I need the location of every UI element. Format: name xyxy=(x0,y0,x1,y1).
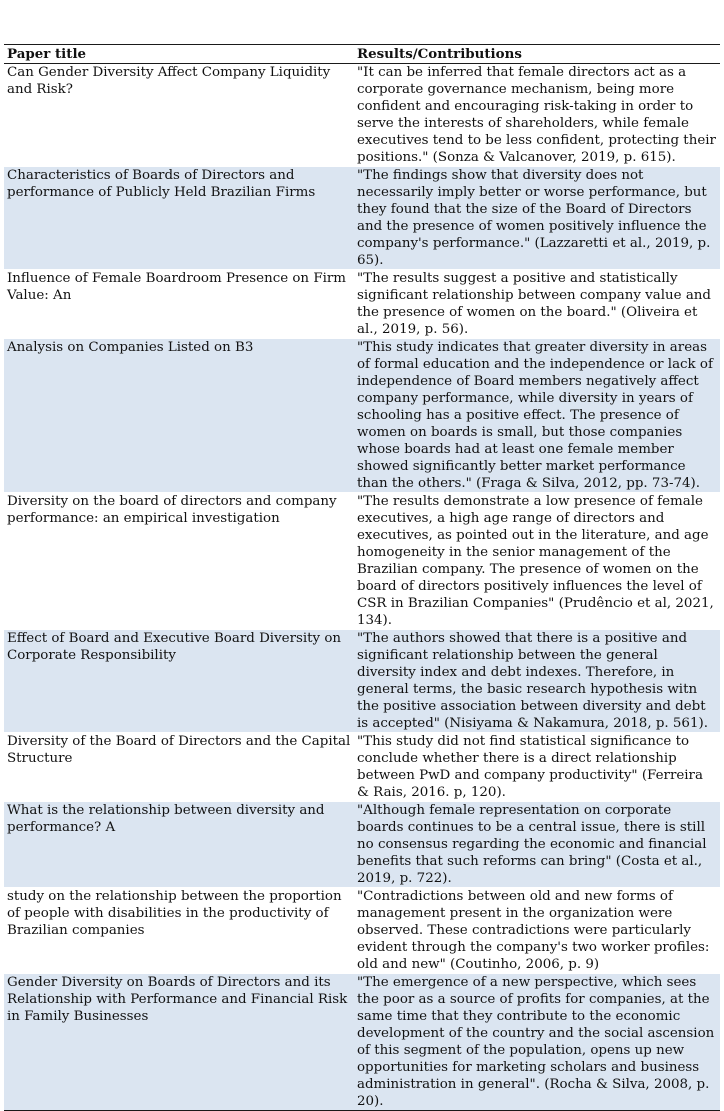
paper-title-cell: What is the relationship between diversity and performance? A xyxy=(4,802,354,888)
paper-title-cell: Influence of Female Boardroom Presence on Firm Value: An xyxy=(4,270,354,339)
table-row xyxy=(4,733,720,802)
paper-title-cell: Gender Diversity on Boards of Directors and its Relationship with Performance and Financial Risk in Family Businesses xyxy=(4,974,354,1111)
paper-title-cell: Effect of Board and Executive Board Diversity on Corporate Responsibility xyxy=(4,630,354,733)
paper-title-cell: Diversity on the board of directors and company performance: an empirical investigation xyxy=(4,493,354,630)
paper-title-cell: Characteristics of Boards of Directors and performance of Publicly Held Brazilian Firms xyxy=(4,167,354,270)
table-header-row xyxy=(4,45,720,64)
result-cell: "This study did not find statistical significance to conclude whether there is a direct relationship between PwD and company productivity" (Ferreira & Rais, 2016. p, 120). xyxy=(354,733,720,802)
table-row xyxy=(4,270,720,339)
paper-title-cell: Can Gender Diversity Affect Company Liquidity and Risk? xyxy=(4,64,354,167)
header-results-contributions: Results/Contributions xyxy=(354,45,720,64)
result-cell: "Contradictions between old and new forms of management present in the organization were observed. These contradictions were particularly evident through the company's two worker profiles: old and new" (Coutinho, 2006, p. 9) xyxy=(354,888,720,974)
header-paper-title: Paper title xyxy=(4,45,354,64)
result-cell: "The findings show that diversity does not necessarily imply better or worse performance, but they found that the size of the Board of Directors and the presence of women positively influence the company's performance." (Lazzaretti et al., 2019, p. 65). xyxy=(354,167,720,270)
result-cell: "The results demonstrate a low presence of female executives, a high age range of directors and executives, as pointed out in the literature, and age homogeneity in the senior management of the Brazilian company. The presence of women on the board of directors positively influences the level of CSR in Brazilian Companies" (Prudêncio et al, 2021, 134). xyxy=(354,493,720,630)
table-row xyxy=(4,493,720,630)
table-row xyxy=(4,64,720,167)
result-cell: "This study indicates that greater diversity in areas of formal education and the independence or lack of independence of Board members negatively affect company performance, while diversity in years of schooling has a positive effect. The presence of women on boards is small, but those companies whose boards had at least one female member showed significantly better market performance than the others." (Fraga & Silva, 2012, pp. 73-74). xyxy=(354,339,720,493)
result-cell: "The authors showed that there is a positive and significant relationship between the general diversity index and debt indexes. Therefore, in general terms, the basic research hypothesis witn the positive association between diversity and debt is accepted" (Nisiyama & Nakamura, 2018, p. 561). xyxy=(354,630,720,733)
paper-title-cell: Analysis on Companies Listed on B3 xyxy=(4,339,354,493)
table-row xyxy=(4,802,720,888)
result-cell: "It can be inferred that female directors act as a corporate governance mechanism, being more confident and encouraging risk-taking in order to serve the interests of shareholders, while female executives tend to be less confident, protecting their positions." (Sonza & Valcanover, 2019, p. 615). xyxy=(354,64,720,167)
table-row xyxy=(4,888,720,974)
result-cell: "The emergence of a new perspective, which sees the poor as a source of profits for companies, at the same time that they contribute to the economic development of the country and the social ascension of this segment of the population, opens up new opportunities for marketing scholars and business administration in general". (Rocha & Silva, 2008, p. 20). xyxy=(354,974,720,1111)
result-cell: "Although female representation on corporate boards continues to be a central issue, there is still no consensus regarding the economic and financial benefits that such reforms can bring" (Costa et al., 2019, p. 722). xyxy=(354,802,720,888)
paper-title-cell: Diversity of the Board of Directors and the Capital Structure xyxy=(4,733,354,802)
result-cell: "The results suggest a positive and statistically significant relationship between company value and the presence of women on the board." (Oliveira et al., 2019, p. 56). xyxy=(354,270,720,339)
table-row xyxy=(4,167,720,270)
paper-title-cell: study on the relationship between the proportion of people with disabilities in the productivity of Brazilian companies xyxy=(4,888,354,974)
table-row xyxy=(4,630,720,733)
table-row xyxy=(4,339,720,493)
results-table xyxy=(4,44,720,1111)
table-row xyxy=(4,974,720,1111)
